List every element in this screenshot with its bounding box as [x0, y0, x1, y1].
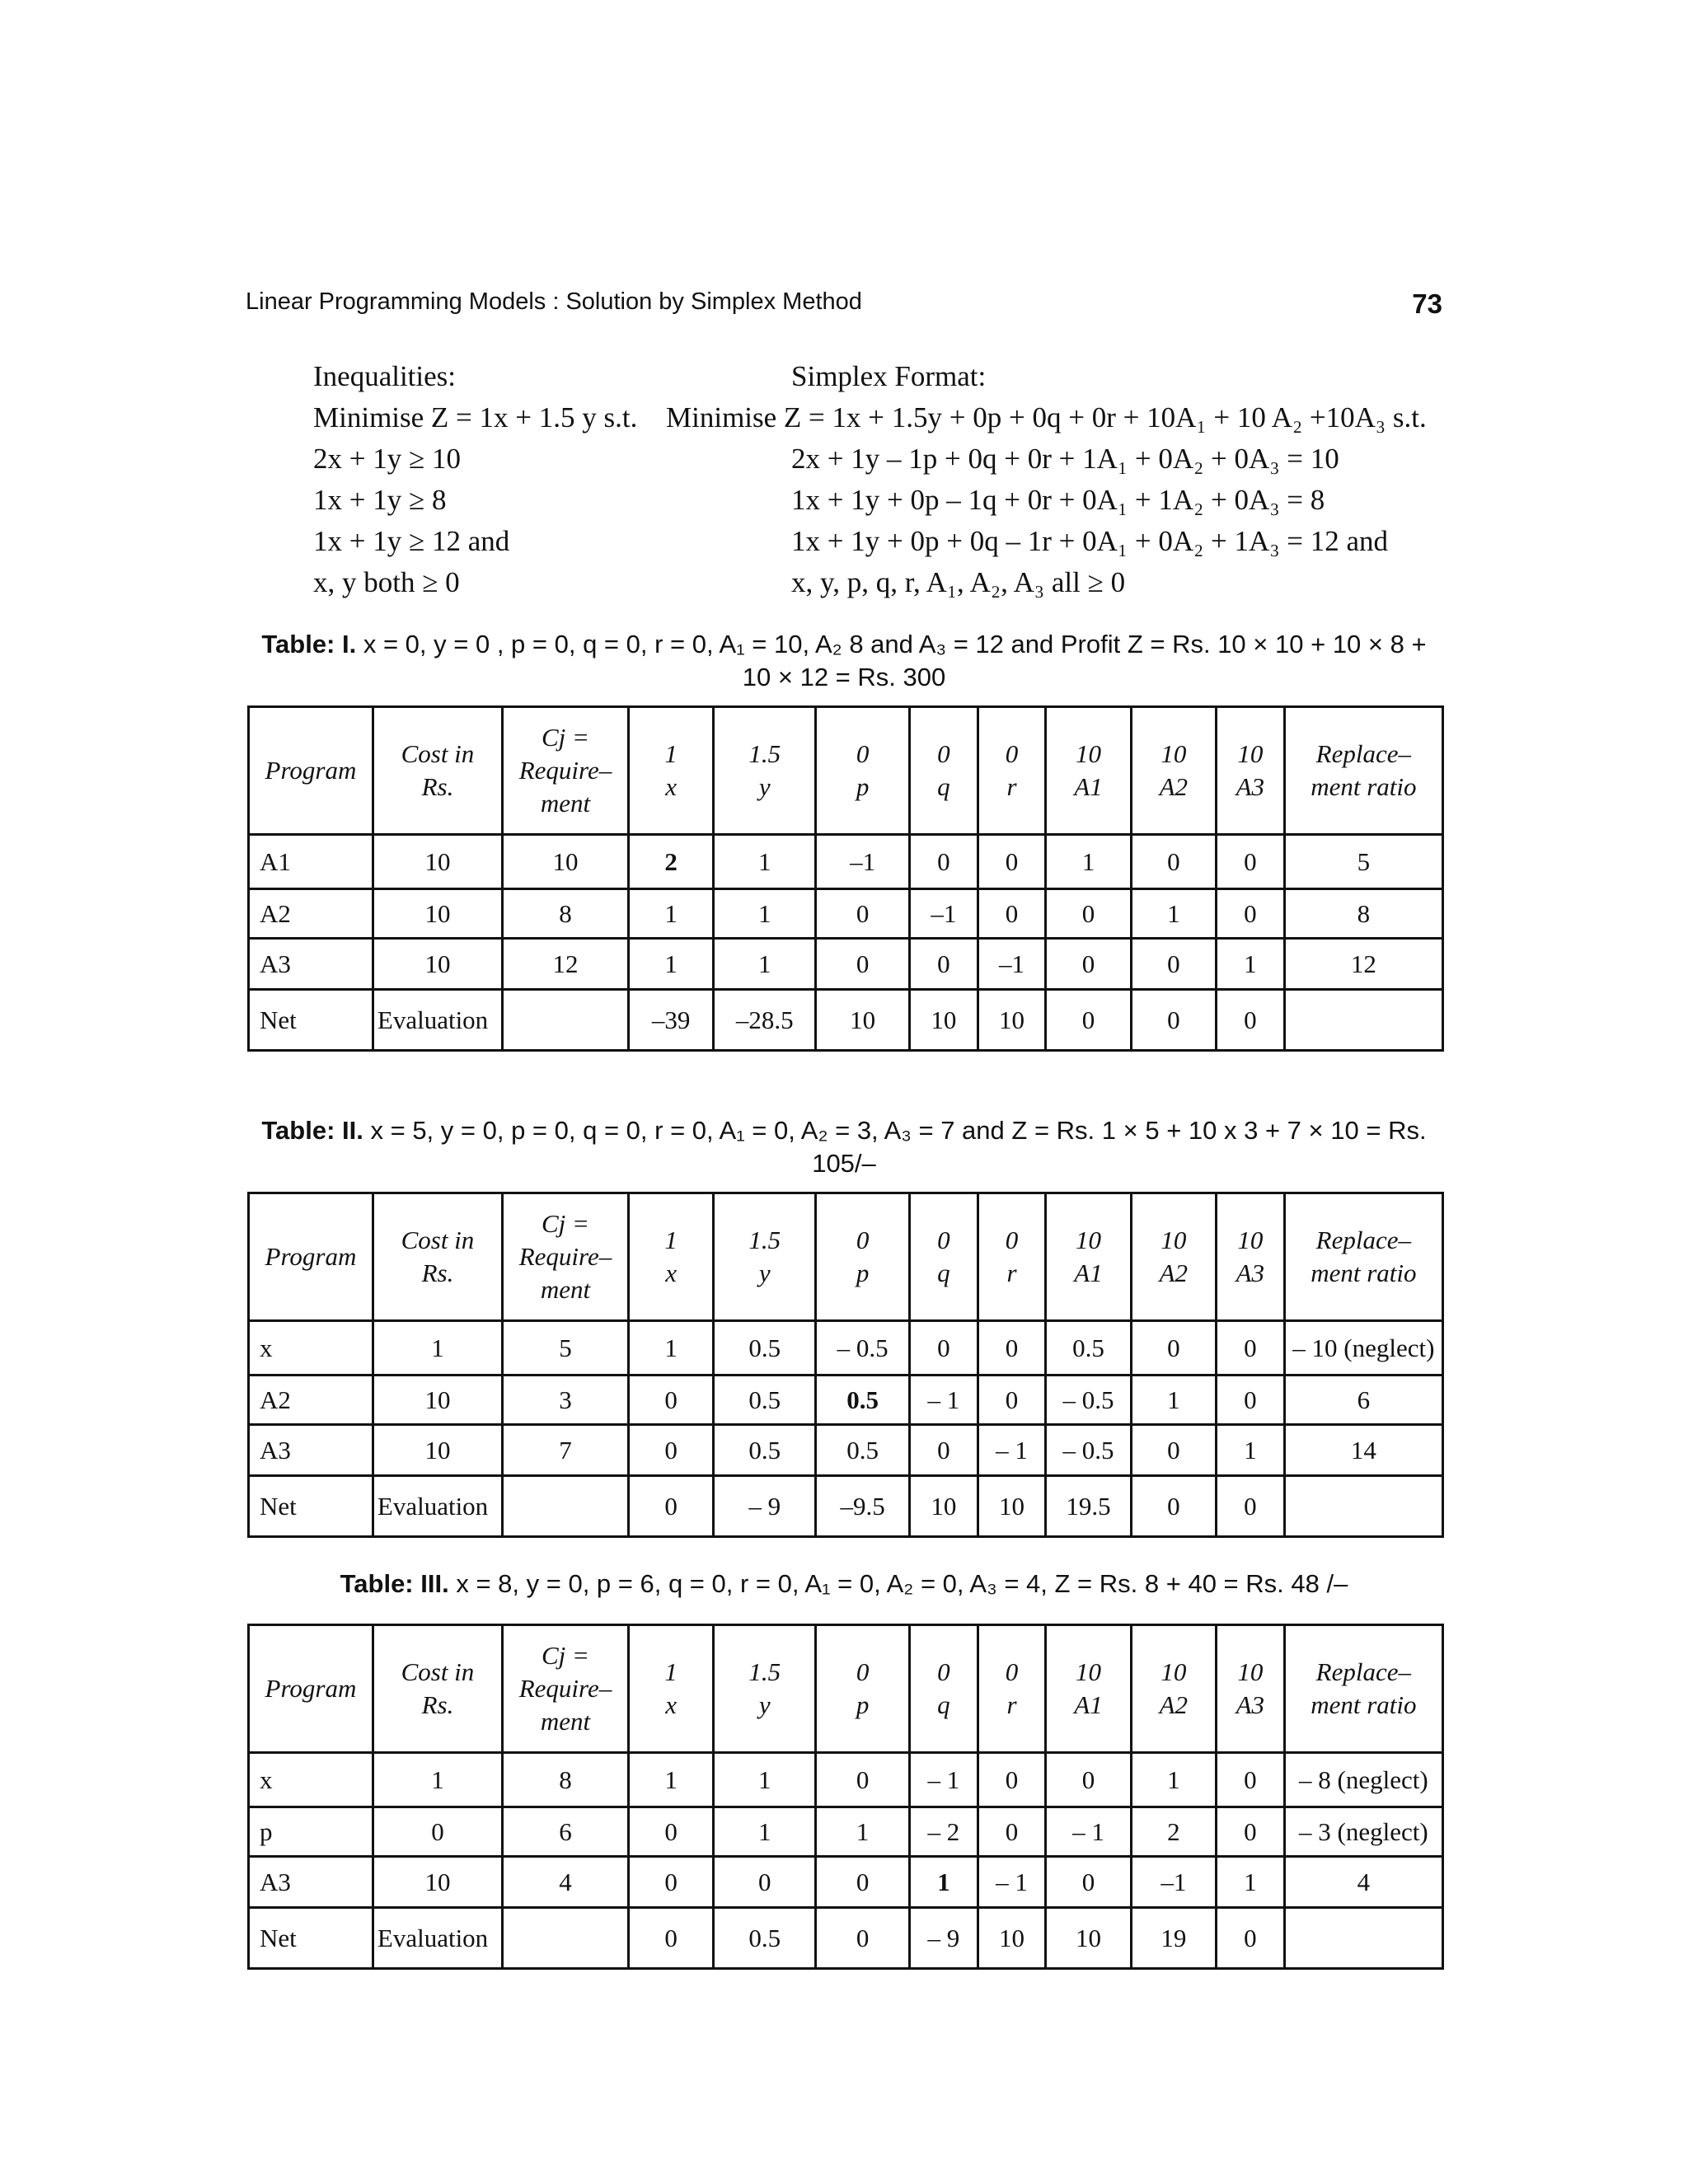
- ratio-cell: 14: [1284, 1425, 1442, 1476]
- net-value-cell: 19.5: [1046, 1476, 1131, 1537]
- table-header-row: [249, 1625, 1443, 1753]
- simplex-nonneg: x, y, p, q, r, A₁, A₂, A₃ all ≥ 0: [791, 566, 1126, 598]
- value-cell: 0: [978, 889, 1046, 939]
- header-ratio-line-1: Replace–: [1315, 1226, 1411, 1254]
- header-cost: [373, 707, 502, 835]
- inequality-1: 2x + 1y ≥ 10: [313, 443, 461, 475]
- header-program-label: Program: [265, 1242, 357, 1271]
- value-cell: 0: [816, 1857, 910, 1908]
- value-cell: 0: [1217, 1807, 1285, 1857]
- empty-cell: [502, 990, 628, 1051]
- value-cell: 0: [1131, 939, 1216, 990]
- value-cell: 0: [816, 889, 910, 939]
- net-value-cell: 10: [909, 990, 978, 1051]
- evaluation-label-cell: Evaluation: [373, 990, 502, 1051]
- program-cell: A2: [249, 1376, 373, 1425]
- value-cell: 0.5: [714, 1425, 816, 1476]
- value-cell: – 1: [978, 1857, 1046, 1908]
- header-coefficient: 1.5: [748, 1226, 781, 1254]
- value-cell: – 2: [909, 1807, 978, 1857]
- value-cell: – 0.5: [816, 1321, 910, 1376]
- header-ratio-line-2: ment ratio: [1311, 772, 1417, 801]
- value-cell: 1: [1131, 1376, 1216, 1425]
- net-value-cell: –9.5: [816, 1476, 910, 1537]
- value-cell: 1: [1131, 1753, 1216, 1807]
- value-cell: 1: [628, 939, 713, 990]
- header-ratio-line-2: ment ratio: [1311, 1258, 1417, 1287]
- header-var-p: [816, 1193, 910, 1321]
- inequalities-heading: Inequalities:: [313, 360, 457, 392]
- value-cell: 0: [1131, 1321, 1216, 1376]
- header-variable: A2: [1159, 1258, 1189, 1287]
- value-cell: 0: [1046, 889, 1131, 939]
- table-row: [249, 1321, 1443, 1376]
- header-variable: p: [856, 1258, 870, 1287]
- value-cell: 1: [1217, 1425, 1285, 1476]
- cost-cell: 1: [373, 1321, 502, 1376]
- header-variable: A2: [1159, 1690, 1189, 1719]
- net-value-cell: 10: [909, 1476, 978, 1537]
- header-var-x: [628, 707, 713, 835]
- header-coefficient: 0: [856, 1226, 870, 1254]
- header-variable: y: [758, 772, 771, 801]
- value-cell: 1: [628, 889, 713, 939]
- table-caption-text: x = 5, y = 0, p = 0, q = 0, r = 0, A₁ = 0, A₂ = 3, A₃ = 7 and Z = Rs. 1 × 5 + 10 x 3 + 7 × 10 = Rs. 105/–: [370, 1116, 1427, 1178]
- ratio-cell: 12: [1284, 939, 1442, 990]
- header-coefficient: 0: [937, 1226, 950, 1254]
- value-cell: 1: [1217, 939, 1285, 990]
- table-caption-text: x = 0, y = 0 , p = 0, q = 0, r = 0, A₁ = 10, A₂ 8 and A₃ = 12 and Profit Z = Rs. 10 × 10 + 10 × 8 + 10 × 12 = Rs. 300: [363, 630, 1427, 691]
- simplex-table-1: [247, 705, 1444, 1052]
- header-variable: A2: [1159, 772, 1189, 801]
- header-var-a2: [1131, 1193, 1216, 1321]
- requirement-cell: 4: [502, 1857, 628, 1908]
- value-cell: 0: [1046, 1857, 1131, 1908]
- header-coefficient: 10: [1160, 1226, 1187, 1254]
- simplex-constraint-2: 1x + 1y + 0p – 1q + 0r + 0A₁ + 1A₂ + 0A₃ = 8: [791, 484, 1325, 516]
- net-value-cell: 0: [1131, 990, 1216, 1051]
- header-variable: y: [758, 1690, 771, 1719]
- table-3-caption: [246, 1568, 1442, 1601]
- header-variable: A3: [1236, 1690, 1265, 1719]
- header-var-r: [978, 1193, 1046, 1321]
- program-cell: x: [249, 1753, 373, 1807]
- table-row: [249, 889, 1443, 939]
- value-cell: 1: [1046, 835, 1131, 889]
- simplex-table-2: [247, 1192, 1444, 1538]
- header-coefficient: 1: [664, 739, 678, 768]
- value-cell: 1: [909, 1857, 978, 1908]
- header-var-p: [816, 707, 910, 835]
- value-cell: 0: [628, 1425, 713, 1476]
- value-cell: 0: [1046, 939, 1131, 990]
- cost-cell: 1: [373, 1753, 502, 1807]
- header-ratio-line-1: Replace–: [1315, 739, 1411, 768]
- header-variable: y: [758, 1258, 771, 1287]
- header-variable: r: [1006, 772, 1017, 801]
- header-var-p: [816, 1625, 910, 1753]
- value-cell: 0: [816, 1753, 910, 1807]
- header-program-label: Program: [265, 1674, 357, 1703]
- header-var-r: [978, 1625, 1046, 1753]
- ratio-cell: 8: [1284, 889, 1442, 939]
- header-var-y: [714, 1625, 816, 1753]
- requirement-cell: 5: [502, 1321, 628, 1376]
- requirement-cell: 12: [502, 939, 628, 990]
- header-req-line-2: Require–: [518, 756, 612, 785]
- value-cell: 1: [714, 1807, 816, 1857]
- ratio-cell: – 8 (neglect): [1284, 1753, 1442, 1807]
- table-label: Table: III.: [340, 1569, 449, 1598]
- empty-cell: [502, 1908, 628, 1969]
- value-cell: 1: [1131, 889, 1216, 939]
- program-cell: A1: [249, 835, 373, 889]
- simplex-constraint-3: 1x + 1y + 0p + 0q – 1r + 0A₁ + 0A₂ + 1A₃ = 12 and: [791, 525, 1389, 557]
- empty-cell: [1284, 1908, 1442, 1969]
- value-cell: 0: [978, 1807, 1046, 1857]
- value-cell: – 1: [909, 1376, 978, 1425]
- running-title: Linear Programming Models : Solution by Simplex Method: [246, 288, 862, 315]
- header-requirement: [502, 1625, 628, 1753]
- header-cost-line-2: Rs.: [421, 1258, 454, 1287]
- header-variable: x: [665, 1258, 677, 1287]
- header-replacement-ratio: [1284, 1625, 1442, 1753]
- value-cell: 1: [714, 1753, 816, 1807]
- header-variable: r: [1006, 1690, 1017, 1719]
- header-cost-line-1: Cost in: [401, 1657, 475, 1686]
- cost-cell: 10: [373, 1425, 502, 1476]
- cost-cell: 10: [373, 1376, 502, 1425]
- header-replacement-ratio: [1284, 1193, 1442, 1321]
- value-cell: 0: [978, 1376, 1046, 1425]
- net-value-cell: – 9: [909, 1908, 978, 1969]
- net-value-cell: 0: [1046, 990, 1131, 1051]
- net-value-cell: –28.5: [714, 990, 816, 1051]
- requirement-cell: 10: [502, 835, 628, 889]
- header-ratio-line-1: Replace–: [1315, 1657, 1411, 1686]
- value-cell: 2: [1131, 1807, 1216, 1857]
- net-value-cell: 10: [978, 1908, 1046, 1969]
- header-coefficient: 0: [856, 1657, 870, 1686]
- header-coefficient: 10: [1076, 739, 1101, 768]
- value-cell: 0: [1217, 1753, 1285, 1807]
- header-req-line-1: Cj =: [541, 1641, 589, 1670]
- table-header-row: [249, 707, 1443, 835]
- simplex-format-block: [668, 356, 1442, 603]
- requirement-cell: 6: [502, 1807, 628, 1857]
- value-cell: –1: [816, 835, 910, 889]
- requirement-cell: 7: [502, 1425, 628, 1476]
- header-var-a3: [1217, 1193, 1285, 1321]
- ratio-cell: – 3 (neglect): [1284, 1807, 1442, 1857]
- requirement-cell: 8: [502, 889, 628, 939]
- simplex-table-3: [247, 1624, 1444, 1970]
- header-var-q: [909, 1625, 978, 1753]
- value-cell: 0: [1217, 1376, 1285, 1425]
- net-label-cell: Net: [249, 990, 373, 1051]
- page-number: 73: [1412, 288, 1442, 319]
- value-cell: 0.5: [816, 1425, 910, 1476]
- net-value-cell: – 9: [714, 1476, 816, 1537]
- header-cost: [373, 1193, 502, 1321]
- header-req-line-1: Cj =: [541, 1209, 589, 1238]
- program-cell: A3: [249, 1857, 373, 1908]
- net-value-cell: 10: [978, 1476, 1046, 1537]
- header-variable: x: [665, 1690, 677, 1719]
- header-coefficient: 10: [1237, 1226, 1264, 1254]
- header-cost-line-2: Rs.: [421, 1690, 454, 1719]
- header-req-line-3: ment: [540, 789, 591, 818]
- empty-cell: [1284, 1476, 1442, 1537]
- table-row: [249, 1857, 1443, 1908]
- header-var-y: [714, 1193, 816, 1321]
- header-variable: q: [937, 1690, 950, 1719]
- header-requirement: [502, 1193, 628, 1321]
- value-cell: 0: [1217, 889, 1285, 939]
- net-value-cell: 10: [816, 990, 910, 1051]
- value-cell: 0: [978, 1321, 1046, 1376]
- header-cost-line-1: Cost in: [401, 739, 475, 768]
- table-1-caption: [246, 628, 1442, 694]
- header-variable: r: [1006, 1258, 1017, 1287]
- header-variable: A1: [1074, 1258, 1103, 1287]
- table-caption-text: x = 8, y = 0, p = 6, q = 0, r = 0, A₁ = 0, A₂ = 0, A₃ = 4, Z = Rs. 8 + 40 = Rs. 48 /–: [456, 1569, 1348, 1598]
- header-variable: q: [937, 772, 950, 801]
- value-cell: 0: [1131, 835, 1216, 889]
- value-cell: 0: [628, 1857, 713, 1908]
- header-coefficient: 10: [1076, 1226, 1101, 1254]
- value-cell: 0: [714, 1857, 816, 1908]
- value-cell: 1: [714, 889, 816, 939]
- empty-cell: [1284, 990, 1442, 1051]
- program-cell: p: [249, 1807, 373, 1857]
- header-coefficient: 1.5: [748, 739, 781, 768]
- value-cell: 0: [909, 1425, 978, 1476]
- requirement-cell: 3: [502, 1376, 628, 1425]
- ratio-cell: 4: [1284, 1857, 1442, 1908]
- value-cell: 0: [1217, 835, 1285, 889]
- net-evaluation-row: [249, 1476, 1443, 1537]
- cost-cell: 10: [373, 939, 502, 990]
- header-cost-line-1: Cost in: [401, 1226, 475, 1254]
- table-row: [249, 835, 1443, 889]
- simplex-heading: Simplex Format:: [791, 360, 987, 392]
- header-variable: A1: [1074, 772, 1103, 801]
- value-cell: 1: [714, 835, 816, 889]
- header-coefficient: 10: [1237, 739, 1264, 768]
- ratio-cell: – 10 (neglect): [1284, 1321, 1442, 1376]
- header-req-line-2: Require–: [518, 1242, 612, 1271]
- value-cell: –1: [978, 939, 1046, 990]
- header-cost: [373, 1625, 502, 1753]
- value-cell: – 0.5: [1046, 1425, 1131, 1476]
- evaluation-label-cell: Evaluation: [373, 1908, 502, 1969]
- value-cell: – 1: [909, 1753, 978, 1807]
- table-row: [249, 1753, 1443, 1807]
- header-coefficient: 0: [937, 739, 950, 768]
- value-cell: 0: [816, 939, 910, 990]
- net-value-cell: 19: [1131, 1908, 1216, 1969]
- table-header-row: [249, 1193, 1443, 1321]
- header-coefficient: 1: [664, 1657, 678, 1686]
- header-var-y: [714, 707, 816, 835]
- header-coefficient: 10: [1160, 1657, 1187, 1686]
- header-var-a2: [1131, 1625, 1216, 1753]
- empty-cell: [502, 1476, 628, 1537]
- net-value-cell: 10: [978, 990, 1046, 1051]
- header-var-q: [909, 707, 978, 835]
- header-program-label: Program: [265, 756, 357, 785]
- header-var-r: [978, 707, 1046, 835]
- value-cell: 2: [628, 835, 713, 889]
- header-variable: A3: [1236, 1258, 1265, 1287]
- cost-cell: 10: [373, 1857, 502, 1908]
- cost-cell: 0: [373, 1807, 502, 1857]
- net-label-cell: Net: [249, 1908, 373, 1969]
- value-cell: 0: [909, 939, 978, 990]
- header-var-a1: [1046, 707, 1131, 835]
- header-variable: q: [937, 1258, 950, 1287]
- header-coefficient: 0: [1005, 1657, 1019, 1686]
- simplex-constraint-1: 2x + 1y – 1p + 0q + 0r + 1A₁ + 0A₂ + 0A₃ = 10: [791, 443, 1339, 475]
- value-cell: 1: [628, 1753, 713, 1807]
- header-var-a2: [1131, 707, 1216, 835]
- net-value-cell: 0: [628, 1908, 713, 1969]
- header-coefficient: 0: [1005, 1226, 1019, 1254]
- program-cell: x: [249, 1321, 373, 1376]
- value-cell: 1: [816, 1807, 910, 1857]
- net-evaluation-row: [249, 990, 1443, 1051]
- program-cell: A2: [249, 889, 373, 939]
- header-var-x: [628, 1625, 713, 1753]
- header-req-line-1: Cj =: [541, 723, 589, 752]
- value-cell: 0: [1217, 1321, 1285, 1376]
- value-cell: 0: [909, 835, 978, 889]
- table-label: Table: I.: [261, 630, 357, 658]
- inequalities-block: [313, 356, 637, 603]
- program-cell: A3: [249, 939, 373, 990]
- net-value-cell: 0: [1217, 1908, 1285, 1969]
- net-value-cell: 10: [1046, 1908, 1131, 1969]
- net-value-cell: 0: [1217, 1476, 1285, 1537]
- value-cell: – 1: [978, 1425, 1046, 1476]
- inequalities-nonneg: x, y both ≥ 0: [313, 566, 460, 598]
- value-cell: – 1: [1046, 1807, 1131, 1857]
- value-cell: 0.5: [714, 1376, 816, 1425]
- value-cell: 1: [1217, 1857, 1285, 1908]
- value-cell: 0: [978, 835, 1046, 889]
- table-row: [249, 939, 1443, 990]
- program-cell: A3: [249, 1425, 373, 1476]
- cost-cell: 10: [373, 835, 502, 889]
- value-cell: 0: [1131, 1425, 1216, 1476]
- header-ratio-line-2: ment ratio: [1311, 1690, 1417, 1719]
- table-row: [249, 1807, 1443, 1857]
- ratio-cell: 5: [1284, 835, 1442, 889]
- running-header: [246, 288, 1442, 330]
- header-coefficient: 0: [937, 1657, 950, 1686]
- value-cell: –1: [909, 889, 978, 939]
- header-coefficient: 0: [856, 739, 870, 768]
- header-variable: x: [665, 772, 677, 801]
- value-cell: –1: [1131, 1857, 1216, 1908]
- net-value-cell: 0.5: [714, 1908, 816, 1969]
- header-coefficient: 10: [1076, 1657, 1101, 1686]
- requirement-cell: 8: [502, 1753, 628, 1807]
- header-variable: A1: [1074, 1690, 1103, 1719]
- header-coefficient: 10: [1160, 739, 1187, 768]
- header-coefficient: 10: [1237, 1657, 1264, 1686]
- inequality-3: 1x + 1y ≥ 12 and: [313, 525, 510, 557]
- value-cell: – 0.5: [1046, 1376, 1131, 1425]
- net-value-cell: –39: [628, 990, 713, 1051]
- header-coefficient: 1.5: [748, 1657, 781, 1686]
- net-evaluation-row: [249, 1908, 1443, 1969]
- header-var-x: [628, 1193, 713, 1321]
- value-cell: 0: [1046, 1753, 1131, 1807]
- simplex-objective: Minimise Z = 1x + 1.5y + 0p + 0q + 0r + 10A₁ + 10 A₂ +10A₃ s.t.: [666, 401, 1427, 434]
- value-cell: 0.5: [816, 1376, 910, 1425]
- value-cell: 0: [628, 1807, 713, 1857]
- value-cell: 1: [714, 939, 816, 990]
- header-variable: p: [856, 772, 870, 801]
- value-cell: 0.5: [1046, 1321, 1131, 1376]
- value-cell: 0: [628, 1376, 713, 1425]
- header-variable: A3: [1236, 772, 1265, 801]
- value-cell: 1: [628, 1321, 713, 1376]
- header-program: [249, 1625, 373, 1753]
- cost-cell: 10: [373, 889, 502, 939]
- header-variable: p: [856, 1690, 870, 1719]
- header-cost-line-2: Rs.: [421, 772, 454, 801]
- header-req-line-3: ment: [540, 1707, 591, 1736]
- ratio-cell: 6: [1284, 1376, 1442, 1425]
- net-label-cell: Net: [249, 1476, 373, 1537]
- header-replacement-ratio: [1284, 707, 1442, 835]
- net-value-cell: 0: [1131, 1476, 1216, 1537]
- value-cell: 0: [978, 1753, 1046, 1807]
- table-2-caption: [246, 1114, 1442, 1180]
- value-cell: 0.5: [714, 1321, 816, 1376]
- inequality-2: 1x + 1y ≥ 8: [313, 484, 447, 516]
- header-program: [249, 1193, 373, 1321]
- table-label: Table: II.: [261, 1116, 363, 1145]
- net-value-cell: 0: [1217, 990, 1285, 1051]
- header-var-a3: [1217, 707, 1285, 835]
- header-coefficient: 1: [664, 1226, 678, 1254]
- evaluation-label-cell: Evaluation: [373, 1476, 502, 1537]
- header-coefficient: 0: [1005, 739, 1019, 768]
- header-req-line-2: Require–: [518, 1674, 612, 1703]
- table-row: [249, 1425, 1443, 1476]
- header-var-a1: [1046, 1193, 1131, 1321]
- header-var-a1: [1046, 1625, 1131, 1753]
- inequalities-objective: Minimise Z = 1x + 1.5 y s.t.: [313, 401, 638, 434]
- header-var-a3: [1217, 1625, 1285, 1753]
- header-program: [249, 707, 373, 835]
- header-requirement: [502, 707, 628, 835]
- net-value-cell: 0: [628, 1476, 713, 1537]
- table-row: [249, 1376, 1443, 1425]
- header-var-q: [909, 1193, 978, 1321]
- net-value-cell: 0: [816, 1908, 910, 1969]
- value-cell: 0: [909, 1321, 978, 1376]
- header-req-line-3: ment: [540, 1275, 591, 1304]
